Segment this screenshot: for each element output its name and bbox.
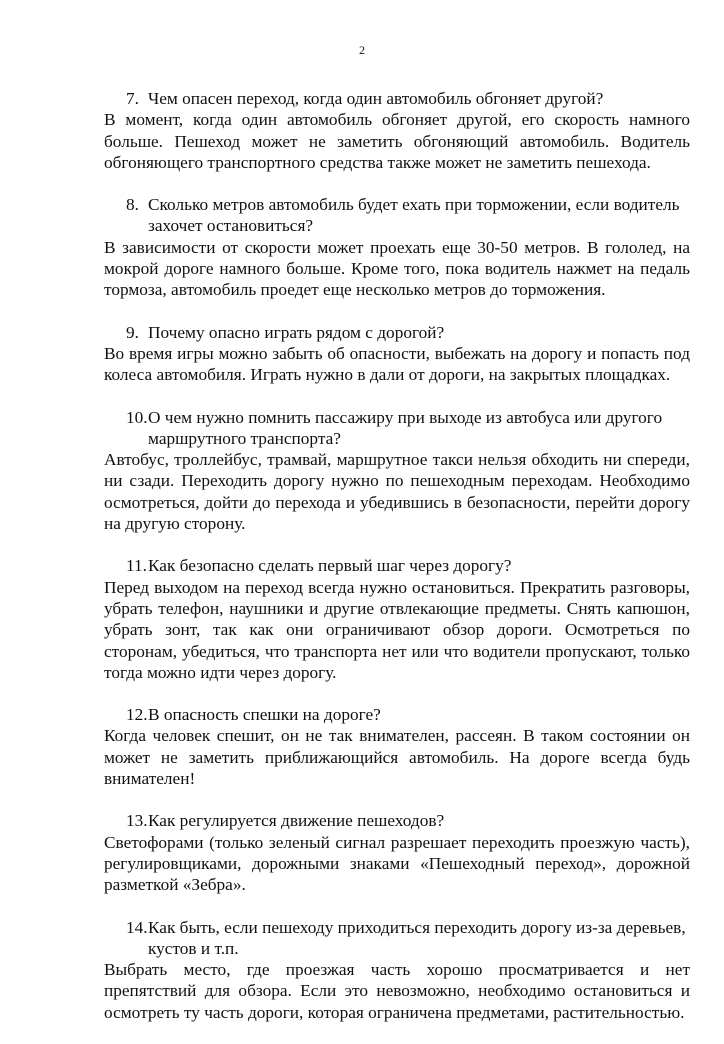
question [104,555,690,576]
question-text: О чем нужно помнить пассажиру при выходе из автобуса или другого маршрутного транспорта? [148,407,663,448]
answer-text: Перед выходом на переход всегда нужно остановиться. Прекратить разговоры, убрать телефон, наушники и другие отвлекающие предметы. Снять капюшон, убрать зонт, так как они ограничивают обзор дороги. Осмотреться по сторонам, убедиться, что транспорта нет или что водители пропускают, только тогда можно идти через дорогу. [104,577,690,682]
answer-text: Во время игры можно забыть об опасности, выбежать на дорогу и попасть под колеса автомобиля. Играть нужно в дали от дороги, на закрытых площадках. [104,343,690,385]
qa-item-8 [104,194,690,300]
question [104,917,690,960]
question-number: 9. [126,322,139,342]
answer-text: Автобус, троллейбус, трамвай, маршрутное такси нельзя обходить ни спереди, ни сзади. Переходить дорогу нужно по пешеходным переходам. Необходимо осмотреться, дойти до перехода и убедившись в безопасности, перейти дорогу на другую сторону. [104,450,690,534]
qa-item-7 [104,88,690,173]
question-text: Чем опасен переход, когда один автомобиль обгоняет другой? [148,89,604,108]
question-text: Как безопасно сделать первый шаг через дорогу? [148,556,512,576]
question [104,322,690,343]
qa-list [104,88,690,1044]
question-number: 10. [126,407,148,427]
question-number: 11. [126,556,147,576]
qa-item-13 [104,810,690,895]
question-text: Как быть, если пешеходу приходиться переходить дорогу из-за деревьев, кустов и т.п. [148,917,686,958]
question [104,407,690,450]
question-number: 13. [126,811,148,831]
qa-item-11 [104,555,690,683]
question [104,194,690,237]
qa-item-9 [104,322,690,386]
question-text: В опасность спешки на дороге? [148,705,381,725]
question [104,88,690,109]
qa-item-12 [104,704,690,789]
question-number: 12. [126,705,148,725]
page-number: 2 [359,43,365,57]
qa-item-14 [104,917,690,1023]
question-number: 14. [126,917,148,937]
question-text: Почему опасно играть рядом с дорогой? [148,322,445,342]
question-number: 7. [126,89,139,108]
question-text: Сколько метров автомобиль будет ехать при торможении, если водитель захочет остановиться? [148,195,680,236]
answer-text: Светофорами (только зеленый сигнал разрешает переходить проезжую часть), регулировщиками, дорожными знаками «Пешеходный переход», дорожной разметкой «Зебра». [104,832,690,895]
question [104,704,690,725]
answer-text: В момент, когда один автомобиль обгоняет другой, его скорость намного больше. Пешеход может не заметить обгоняющий автомобиль. Водитель обгоняющего транспортного средства также может не заметить пешехода. [104,110,690,172]
answer-text: Когда человек спешит, он не так внимателен, рассеян. В таком состоянии он может не заметить приближающийся автомобиль. На дороге всегда будь внимателен! [104,726,690,789]
qa-item-10 [104,407,690,535]
question-number: 8. [126,195,139,215]
question [104,810,690,831]
answer-text: В зависимости от скорости может проехать еще 30-50 метров. В гололед, на мокрой дороге намного больше. Кроме того, пока водитель нажмет на педаль тормоза, автомобиль проедет еще несколько метров до торможения. [104,237,690,300]
question-text: Как регулируется движение пешеходов? [148,811,445,831]
answer-text: Выбрать место, где проезжая часть хорошо просматривается и нет препятствий для обзора. Если это невозможно, необходимо остановиться и осмотреть ту часть дороги, которая ограничена предметами, растительностью. [104,960,690,1022]
